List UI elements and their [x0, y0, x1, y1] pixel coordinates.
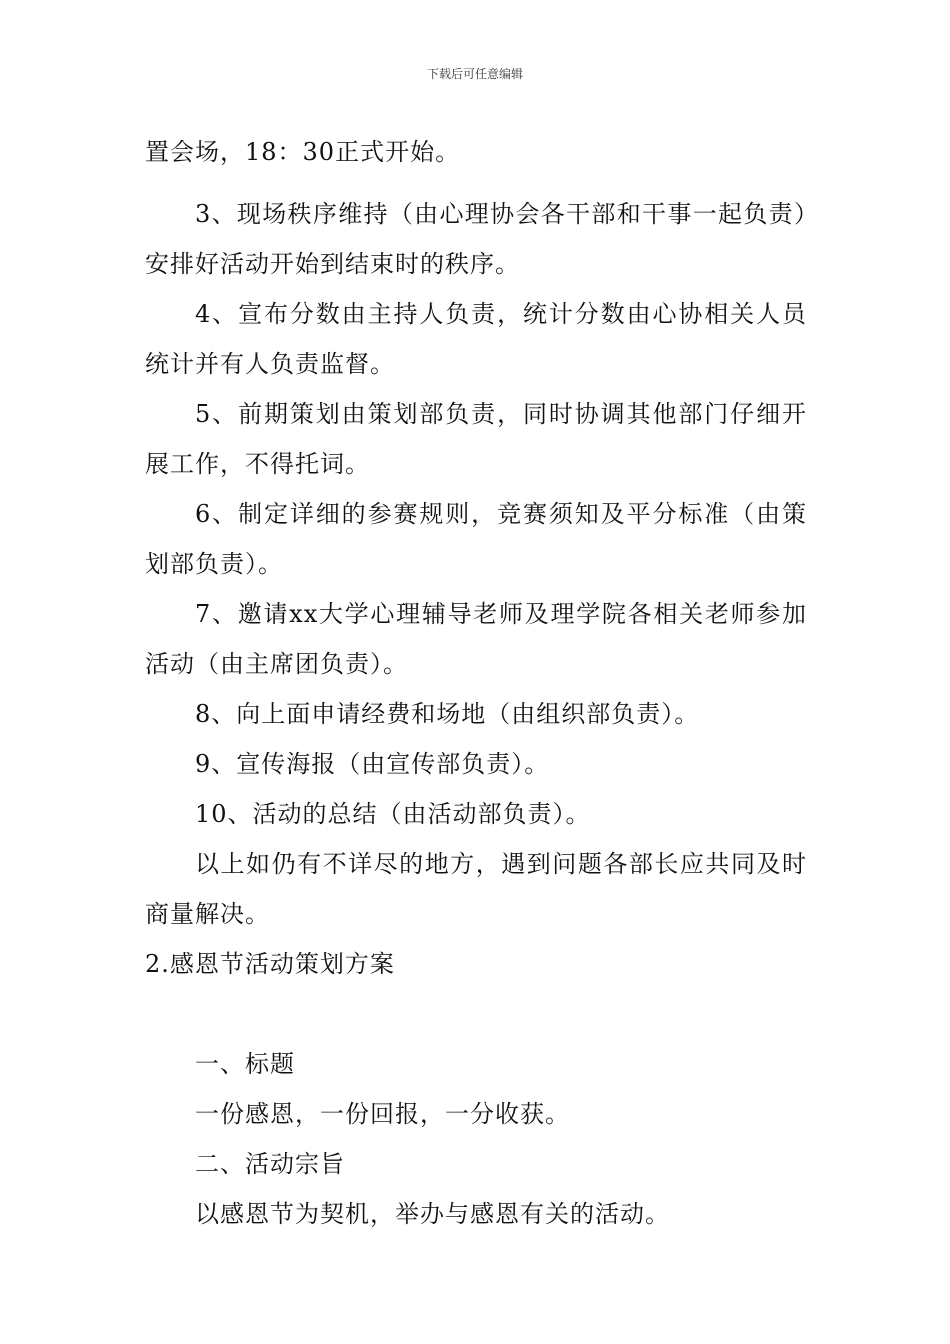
document-body	[145, 127, 807, 1239]
paragraph-item-7: 7、邀请xx大学心理辅导老师及理学院各相关老师参加活动（由主席团负责）。	[145, 600, 807, 678]
paragraph-item-4: 4、宣布分数由主持人负责，统计分数由心协相关人员统计并有人负责监督。	[145, 300, 807, 378]
paragraph-item-5: 5、前期策划由策划部负责，同时协调其他部门仔细开展工作，不得托词。	[145, 400, 807, 478]
blank-line	[145, 989, 807, 1039]
section-heading: 2.感恩节活动策划方案	[145, 950, 395, 978]
paragraph-item-8: 8、向上面申请经费和场地（由组织部负责）。	[195, 700, 700, 728]
paragraph-item-3: 3、现场秩序维持（由心理协会各干部和干事一起负责）安排好活动开始到结束时的秩序。	[145, 200, 807, 278]
paragraph-item-6: 6、制定详细的参赛规则，竞赛须知及平分标准（由策划部负责）。	[145, 500, 807, 578]
paragraph-title-text: 一份感恩，一份回报，一分收获。	[195, 1100, 570, 1128]
subheading-title: 一、标题	[195, 1050, 295, 1078]
subheading-purpose: 二、活动宗旨	[195, 1150, 345, 1178]
paragraph-item-9: 9、宣传海报（由宣传部负责）。	[195, 750, 550, 778]
paragraph-purpose-text: 以感恩节为契机，举办与感恩有关的活动。	[195, 1200, 670, 1228]
paragraph-closing-note: 以上如仍有不详尽的地方，遇到问题各部长应共同及时商量解决。	[145, 850, 807, 928]
paragraph-continuation: 置会场，18：30正式开始。	[145, 138, 461, 166]
paragraph-item-10: 10、活动的总结（由活动部负责）。	[195, 800, 591, 828]
page-header-note: 下载后可任意编辑	[426, 67, 523, 81]
